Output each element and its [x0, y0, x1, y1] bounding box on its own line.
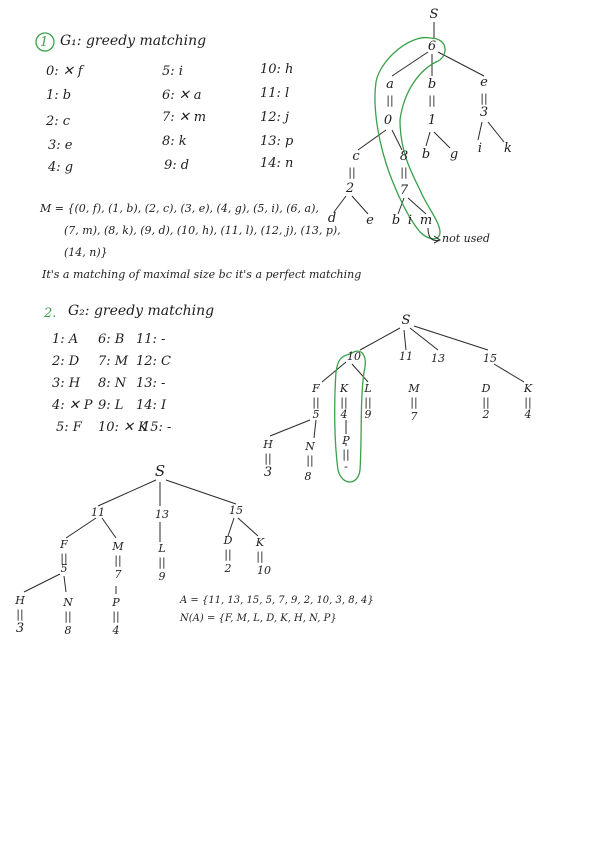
tree-node: c — [352, 149, 360, 164]
tree-node: P — [112, 596, 120, 609]
assignment: 2: D — [52, 354, 80, 369]
assignment: 4: g — [48, 160, 74, 175]
tree-node: 4 — [524, 408, 532, 421]
assignment: 10: h — [260, 62, 294, 77]
assignment: 4: ✕ P — [52, 398, 93, 413]
tree-node: i — [407, 213, 413, 228]
tree-node: 8 — [64, 624, 72, 637]
matching-line-1: M = {(0, f), (1, b), (2, c), (3, e), (4, g), (5, i), (6, a), — [40, 202, 319, 215]
tree-node: b — [427, 77, 437, 92]
tree-eq: || — [264, 452, 272, 465]
assignment: 13: p — [260, 134, 294, 149]
tree-node: 15 — [229, 504, 243, 517]
assignment: 7: ✕ m — [162, 110, 207, 125]
tree-node: 7 — [399, 183, 409, 198]
tree-eq: || — [348, 166, 356, 179]
tree-node: 0 — [383, 113, 393, 128]
tree-node: S — [401, 313, 411, 328]
assignment: 14: n — [260, 156, 294, 171]
tree-node: F — [312, 382, 320, 395]
assignment: 10: ✕ K — [98, 420, 148, 435]
assignment: 6: B — [98, 332, 125, 347]
tree-node: K — [339, 382, 349, 395]
tree-node: H — [263, 438, 273, 451]
tree-node: b — [421, 147, 431, 162]
tree-node: D — [481, 382, 491, 395]
section1-title: G₁: greedy matching — [60, 33, 207, 49]
tree-node: 3 — [479, 105, 489, 120]
tree-node: N — [63, 596, 73, 609]
section2-number: 2. — [44, 306, 57, 321]
tree-node: 7 — [114, 568, 122, 581]
tree-eq: || — [400, 166, 408, 179]
tree-eq: || — [60, 552, 68, 565]
tree-eq: || — [224, 548, 232, 561]
matching-line-2: (7, m), (8, k), (9, d), (10, h), (11, l), (12, j), (13, p), — [64, 224, 341, 237]
assignment: 0: ✕ f — [46, 64, 83, 79]
tree-eq: || — [114, 554, 122, 567]
tree-node: 11 — [399, 350, 413, 363]
tree-eq: || — [428, 94, 436, 107]
tree-node: N — [305, 440, 315, 453]
tree-node: e — [480, 75, 488, 90]
tree-eq: || — [340, 396, 348, 409]
tree-node: 15 — [483, 352, 497, 365]
tree-node: 5 — [312, 408, 320, 421]
tree-node: S — [154, 462, 166, 480]
tree-node: 3 — [15, 621, 25, 636]
tree-node: g — [449, 147, 459, 162]
tree-node: 13 — [155, 508, 169, 521]
assignment: 9: d — [164, 158, 190, 173]
tree-node: b — [391, 213, 401, 228]
tree-node: 9 — [158, 570, 166, 583]
tree-node: 10 — [257, 564, 271, 577]
tree-node: 4 — [112, 624, 120, 637]
tree-node: a — [386, 77, 394, 92]
assignment: 3: e — [48, 138, 73, 153]
set-a: A = {11, 13, 15, 5, 7, 9, 2, 10, 3, 8, 4} — [180, 595, 374, 606]
assignment: 12: C — [136, 354, 172, 369]
tree-node: i — [477, 141, 483, 156]
tree-node: 2 — [224, 562, 232, 575]
tree-node: K — [255, 536, 265, 549]
tree-node: 9 — [364, 408, 372, 421]
assignment: 15: - — [142, 420, 172, 435]
tree-node: - — [344, 460, 348, 473]
tree-node: L — [158, 542, 166, 555]
assignment: 11: - — [136, 332, 166, 347]
tree-node: m — [419, 213, 433, 228]
not-used-annotation: not used — [442, 232, 490, 245]
tree-node: 2 — [482, 408, 490, 421]
tree-node: F — [60, 538, 68, 551]
tree-node: 5 — [60, 562, 68, 575]
tree-node: 3 — [263, 465, 273, 480]
tree-eq: || — [480, 92, 488, 105]
matching-line-3: (14, n)} — [64, 246, 108, 259]
tree-node: 8 — [399, 149, 409, 164]
tree-eq: || — [364, 396, 372, 409]
tree-eq: || — [524, 396, 532, 409]
tree-node: 10 — [347, 350, 361, 363]
tree-eq: || — [306, 454, 314, 467]
tree-node: 11 — [91, 506, 105, 519]
tree-eq: || — [312, 396, 320, 409]
conclusion: It's a matching of maximal size bc it's a perfect matching — [42, 268, 362, 281]
section1-number: 1 — [40, 35, 49, 50]
tree-eq: || — [256, 550, 264, 563]
assignment: 2: c — [46, 114, 71, 129]
assignment: 8: k — [162, 134, 187, 149]
assignment: 13: - — [136, 376, 166, 391]
tree-node: 2 — [345, 181, 355, 196]
tree-node: 13 — [431, 352, 445, 365]
set-neighbors: N(A) = {F, M, L, D, K, H, N, P} — [180, 613, 337, 624]
assignment: 7: M — [98, 354, 129, 369]
tree-node: d — [327, 211, 337, 226]
assignment: 5: F — [56, 420, 82, 435]
tree-eq: || — [64, 610, 72, 623]
tree-eq: || — [386, 94, 394, 107]
assignment: 5: i — [162, 64, 183, 79]
assignment: 6: ✕ a — [162, 88, 202, 103]
assignment: 1: A — [52, 332, 79, 347]
tree-node: 7 — [410, 410, 418, 423]
tree-node: S — [429, 7, 439, 22]
tree-node: K — [523, 382, 533, 395]
assignment: 3: H — [52, 376, 81, 391]
tree-node: k — [504, 141, 512, 156]
tree-eq: || — [410, 396, 418, 409]
tree-node: 6 — [427, 39, 437, 54]
assignment: 14: I — [136, 398, 167, 413]
assignment: 9: L — [98, 398, 124, 413]
assignment: 8: N — [98, 376, 127, 391]
tree-node: e — [366, 213, 374, 228]
tree-eq: || — [342, 448, 350, 461]
tree-node: L — [364, 382, 372, 395]
tree-eq: || — [112, 610, 120, 623]
section2-title: G₂: greedy matching — [68, 303, 215, 319]
tree-eq: || — [482, 396, 490, 409]
tree-node: 8 — [304, 470, 312, 483]
tree-node: H — [15, 594, 25, 607]
assignment: 12: j — [260, 110, 290, 125]
tree-eq: || — [158, 556, 166, 569]
tree-node: M — [408, 382, 420, 395]
tree-node: P — [342, 434, 350, 447]
tree-eq: || — [16, 608, 24, 621]
tree-node: M — [112, 540, 124, 553]
tree-node: 4 — [340, 408, 348, 421]
tree-node: D — [223, 534, 233, 547]
assignment: 11: l — [260, 86, 290, 101]
tree-node: 1 — [427, 113, 437, 128]
assignment: 1: b — [46, 88, 72, 103]
